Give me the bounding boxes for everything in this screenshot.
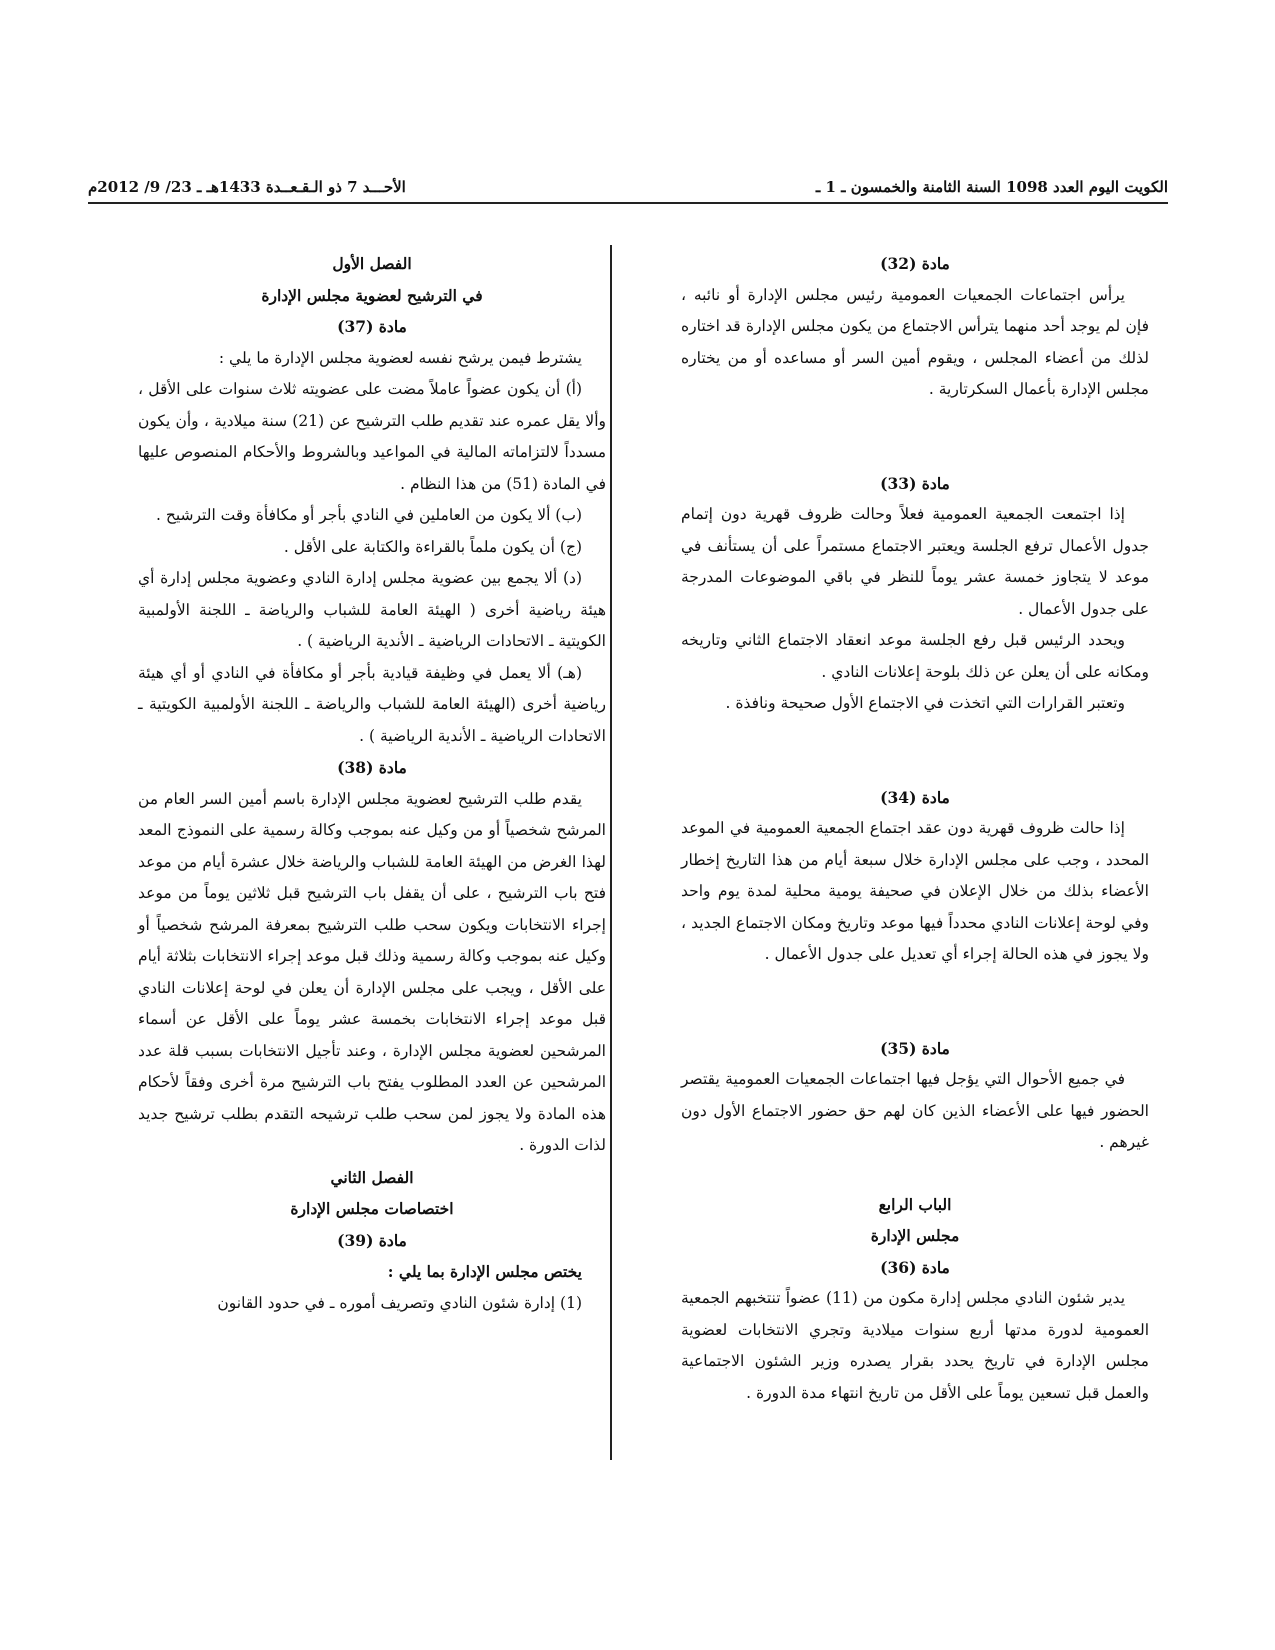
article-39-item-1: (1) إدارة شئون النادي وتصريف أموره ـ في حدود القانون [217,1293,582,1312]
article-37-item-b: (ب) ألا يكون من العاملين في النادي بأجر أو مكافأة وقت الترشيح . [155,506,582,524]
right-column [681,248,1149,1409]
chapter-4-subtitle: مجلس الإدارة [870,1226,960,1245]
article-39-intro: يختص مجلس الإدارة بما يلي : [387,1262,582,1281]
section-1-subtitle: في الترشيح لعضوية مجلس الإدارة [261,285,483,305]
article-33-para-3: وتعتبر القرارات التي اتخذت في الاجتماع الأول صحيحة ونافذة . [725,694,1125,712]
header-date: الأحـــد 7 ذو الـقـعــدة 1433هـ ـ 23/ 9/ 2012م [88,178,406,196]
article-37-intro: يشترط فيمن يرشح نفسه لعضوية مجلس الإدارة ما يلي : [218,348,582,367]
section-2-title: الفصل الثاني [330,1167,414,1187]
section-1-title: الفصل الأول [332,254,412,273]
article-34-text: إذا حالت ظروف قهرية دون عقد اجتماع الجمعية العمومية في الموعد المحدد ، وجب على مجلس الإدارة خلال سبعة أيام من هذا التاريخ إخطار الأعضاء بذلك من خلال الإعلان في صحيفة يومية محلية لمدة يوم واحد وفي لوحة إعلانات النادي محدداً فيها موعد وتاريخ ومكان الاجتماع الجديد ، ولا يجوز في هذه الحالة إجراء أي تعديل على جدول الأعمال . [681,819,1149,963]
chapter-4-title: الباب الرابع [878,1194,952,1214]
section-2-subtitle: اختصاصات مجلس الإدارة [290,1199,454,1218]
article-39-title: مادة (39) [337,1230,407,1250]
article-38-title: مادة (38) [337,758,407,777]
article-33-para-1: إذا اجتمعت الجمعية العمومية فعلاً وحالت ظروف قهرية دون إتمام جدول الأعمال ترفع الجلسة ويعتبر الاجتماع مستمراً على أن يستأنف في موعد لا يتجاوز خمسة عشر يوماً للنظر في باقي الموضوعات المدرجة على جدول الأعمال . [681,505,1149,618]
article-34-title: مادة (34) [880,787,950,807]
article-33-para-2: ويحدد الرئيس قبل رفع الجلسة موعد انعقاد الاجتماع الثاني وتاريخه ومكانه على أن يعلن عن ذلك بلوحة إعلانات النادي . [681,631,1149,681]
article-32-text: يرأس اجتماعات الجمعيات العمومية رئيس مجلس الإدارة أو نائبه ، فإن لم يوجد أحد منهما يترأس الاجتماع من يكون مجلس الإدارة قد اختاره لذلك من أعضاء المجلس ، ويقوم أمين السر أو مساعده أو من يختاره مجلس الإدارة بأعمال السكرتارية . [681,285,1149,398]
header-publication-info: الكويت اليوم العدد 1098 السنة الثامنة والخمسون ـ 1 ـ [815,178,1168,196]
page-header [88,172,1168,204]
article-35-title: مادة (35) [880,1038,950,1058]
article-38-text: يقدم طلب الترشيح لعضوية مجلس الإدارة باسم أمين السر العام من المرشح شخصياً أو من وكيل عنه بموجب وكالة رسمية على النموذج المعد لهذا الغرض من الهيئة العامة للشباب والرياضة خلال عشرة أيام من موعد فتح باب الترشيح ، على أن يقفل باب الترشيح قبل ثلاثين يوماً من موعد إجراء الانتخابات ويكون سحب طلب الترشيح بمعرفة المرشح شخصياً أو وكيل عنه بموجب وكالة رسمية وذلك قبل موعد إجراء الانتخابات بثلاثة أيام على الأقل ، ويجب على مجلس الإدارة أن يعلن في لوحة إعلانات النادي قبل موعد إجراء الانتخابات بخمسة عشر يوماً على الأقل عن أسماء المرشحين لعضوية مجلس الإدارة ، وعند تأجيل الانتخابات بسبب قلة عدد المرشحين عن العدد المطلوب يفتح باب الترشيح مرة أخرى وفقاً لأحكام هذه المادة ولا يجوز لمن سحب طلب ترشيحه التقدم بطلب ترشيح جديد لذات الدورة . [138,789,606,1154]
article-33-title: مادة (33) [880,473,950,493]
article-32-title: مادة (32) [880,254,950,273]
article-37-item-c: (ج) أن يكون ملماً بالقراءة والكتابة على الأقل . [283,537,582,556]
article-37-item-a: (أ) أن يكون عضواً عاملاً مضت على عضويته ثلاث سنوات على الأقل ، وألا يقل عمره عند تقديم طلب الترشيح عن (21) سنة ميلادية ، وأن يكون مسدداً لالتزاماته المالية في المواعيد وبالشروط والأحكام المنصوص عليها في المادة (51) من هذا النظام . [138,380,606,493]
article-36-title: مادة (36) [880,1257,950,1277]
column-divider [610,245,612,1460]
article-35-text: في جميع الأحوال التي يؤجل فيها اجتماعات الجمعيات العمومية يقتصر الحضور فيها على الأعضاء الذين كان لهم حق حضور الاجتماع الأول دون غيرهم . [681,1070,1149,1151]
left-column [138,248,606,1319]
article-36-text: يدير شئون النادي مجلس إدارة مكون من (11) عضواً تنتخبهم الجمعية العمومية لدورة مدتها أربع سنوات ميلادية وتجري الانتخابات لعضوية مجلس الإدارة في تاريخ يحدد بقرار يصدره وزير الشئون الاجتماعية والعمل قبل تسعين يوماً على الأقل من تاريخ انتهاء مدة الدورة . [681,1289,1149,1402]
article-37-item-e: (هـ) ألا يعمل في وظيفة قيادية بأجر أو مكافأة في النادي أو أي هيئة رياضية أخرى (الهيئة العامة للشباب والرياضة ـ اللجنة الأولمبية الكويتية ـ الاتحادات الرياضية ـ الأندية الرياضية ) . [138,663,606,745]
article-37-item-d: (د) ألا يجمع بين عضوية مجلس إدارة النادي وعضوية مجلس إدارة أي هيئة رياضية أخرى ( الهيئة العامة للشباب والرياضة ـ اللجنة الأولمبية الكويتية ـ الاتحادات الرياضية ـ الأندية الرياضية ) . [138,569,606,650]
article-37-title: مادة (37) [337,317,407,336]
